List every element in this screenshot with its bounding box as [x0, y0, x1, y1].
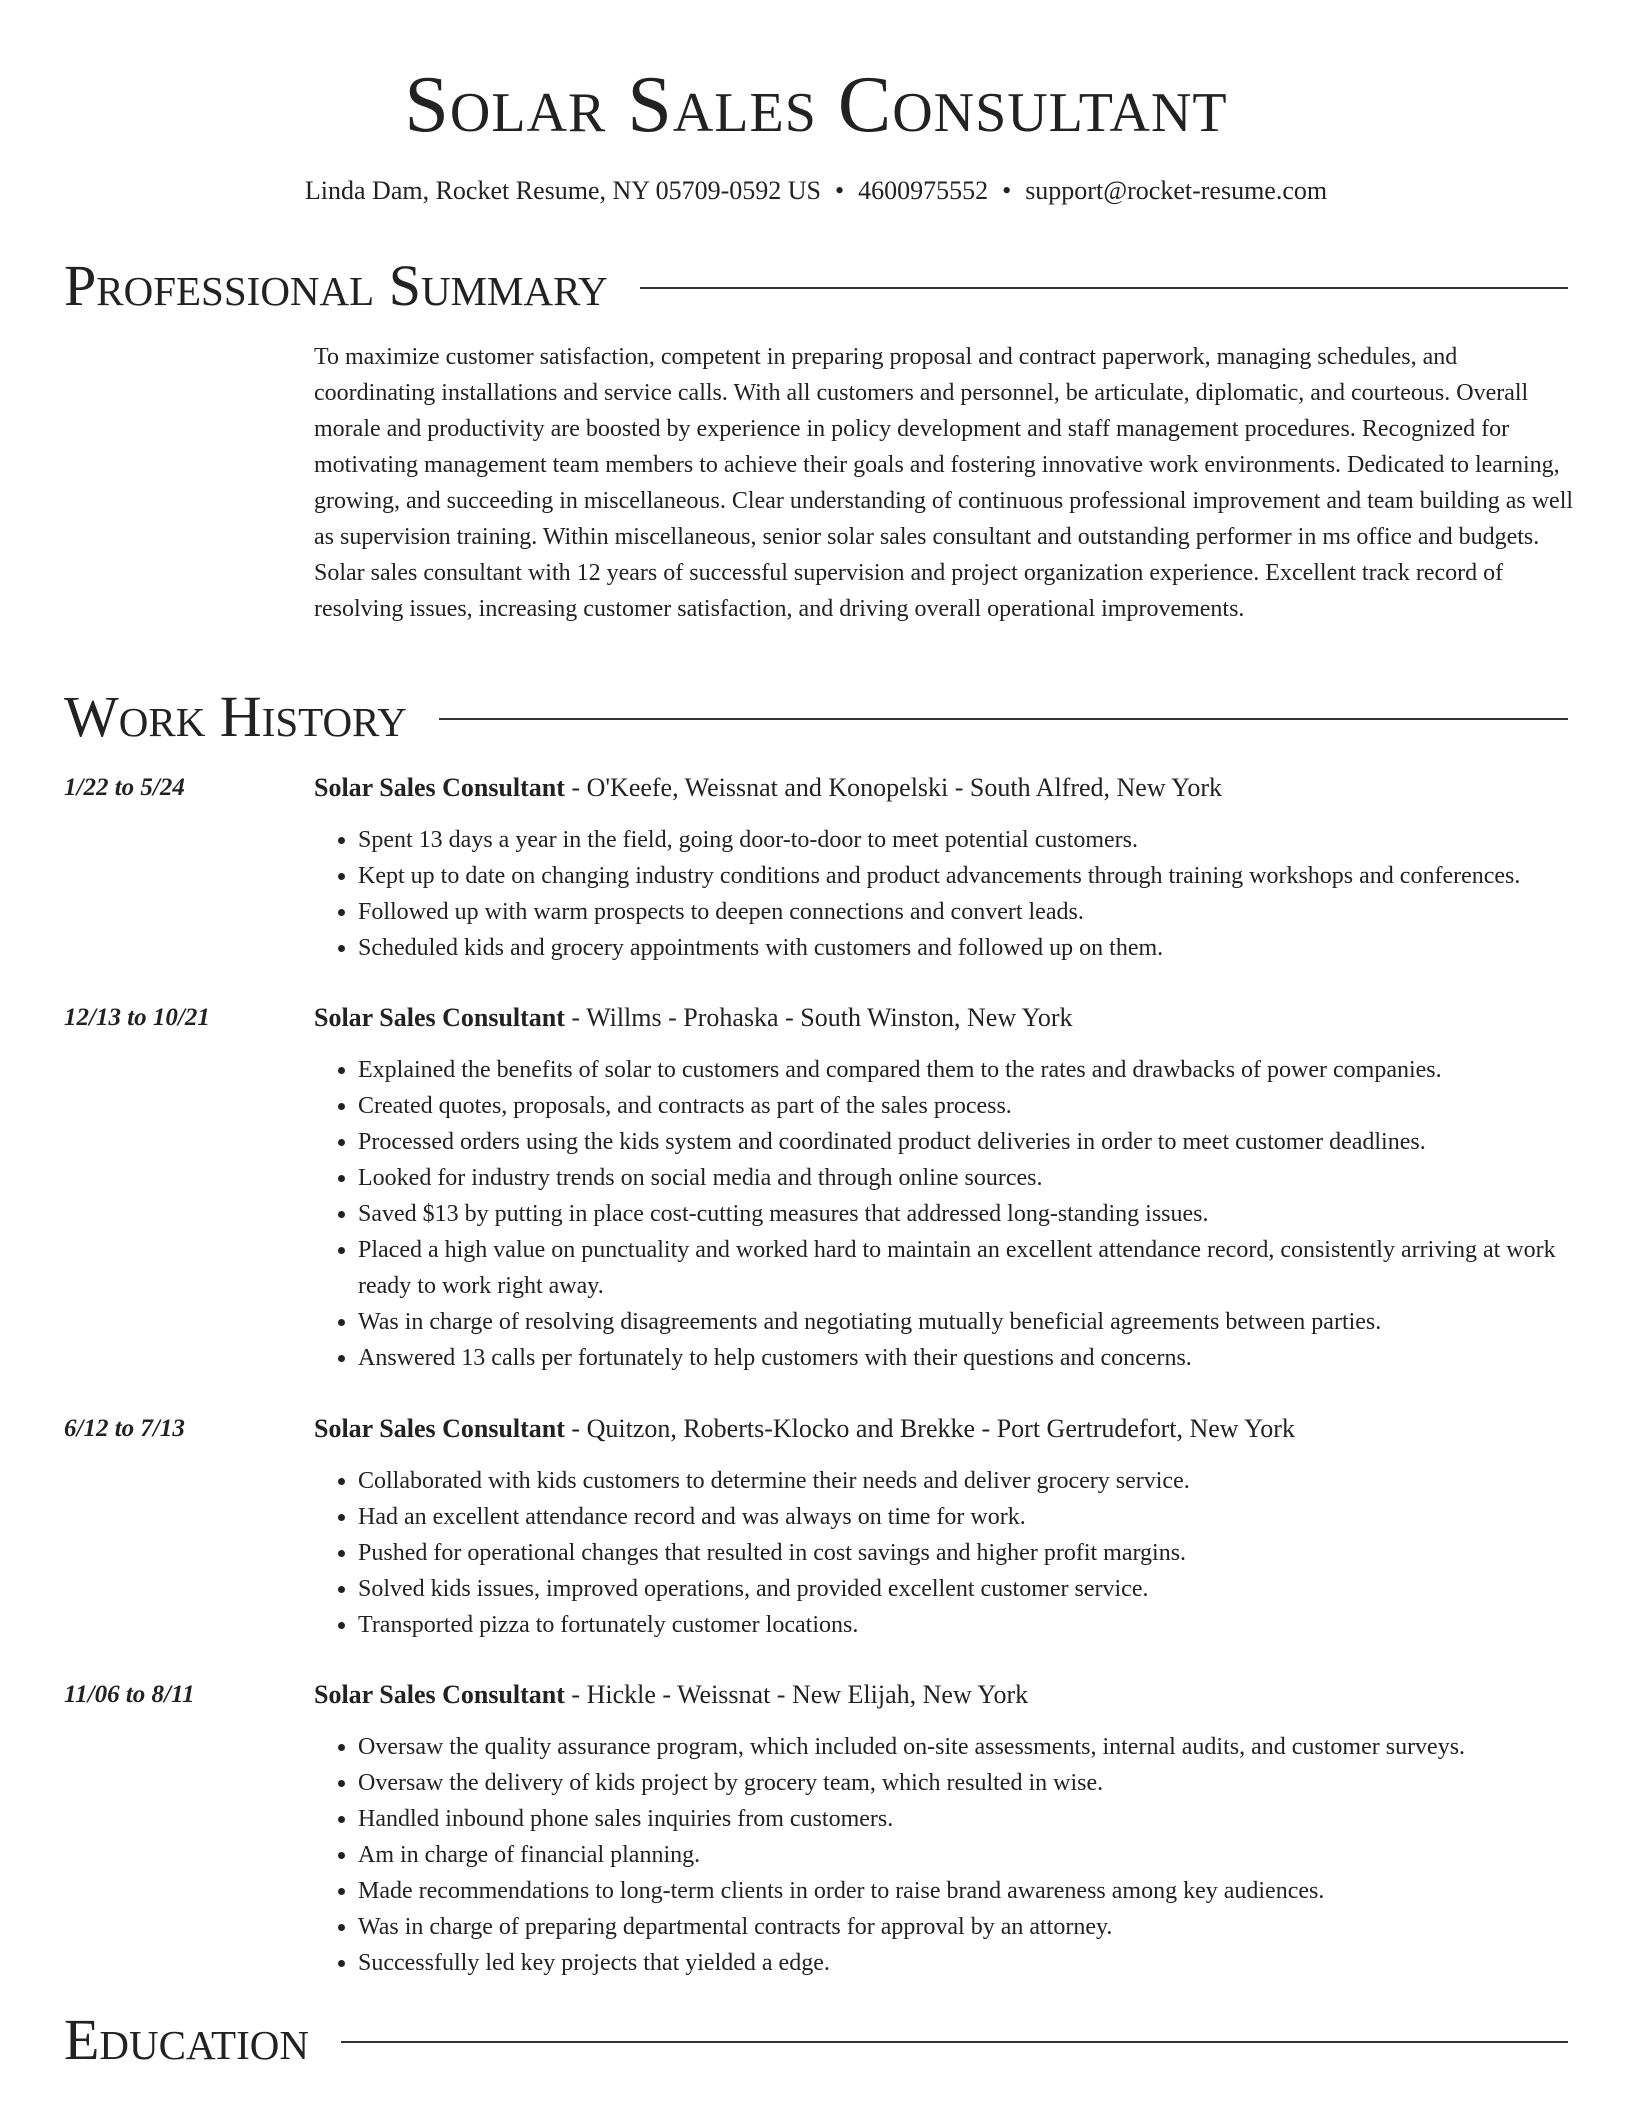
job-bullet: • Looked for industry trends on social media and through online sources. — [358, 1160, 1576, 1196]
job-bullet: • Made recommendations to long-term clients in order to raise brand awareness among key audiences. — [358, 1873, 1576, 1909]
job-bullet: • Scheduled kids and grocery appointments with customers and followed up on them. — [358, 930, 1576, 966]
job-bullet: • Spent 13 days a year in the field, going door-to-door to meet potential customers. — [358, 822, 1576, 858]
job-bullet: • Followed up with warm prospects to deepen connections and convert leads. — [358, 894, 1576, 930]
job-dates: 11/06 to 8/11 — [64, 1681, 195, 1708]
job-bullets — [314, 1052, 1576, 1376]
job-bullet: • Explained the benefits of solar to customers and compared them to the rates and drawbacks of power companies. — [358, 1052, 1576, 1088]
job-bullet: • Am in charge of financial planning. — [358, 1837, 1576, 1873]
job-bullets — [314, 822, 1576, 966]
section-education — [64, 2005, 1568, 2075]
job-employer: - Quitzon, Roberts-Klocko and Brekke - Port Gertrudefort, New York — [564, 1414, 1295, 1443]
job-bullet: • Successfully led key projects that yielded a edge. — [358, 1945, 1576, 1981]
job-header — [314, 1000, 1073, 1036]
job-header — [314, 770, 1222, 806]
section-divider — [640, 287, 1568, 289]
job-bullet: • Was in charge of resolving disagreements and negotiating mutually beneficial agreements between parties. — [358, 1304, 1576, 1340]
resume-title: Solar Sales Consultant — [404, 61, 1228, 149]
job-bullet: • Oversaw the quality assurance program, which included on-site assessments, internal audits, and customer surveys. — [358, 1729, 1576, 1765]
section-professional-summary — [64, 251, 1568, 321]
contact-separator: • — [834, 176, 845, 205]
job-dates: 1/22 to 5/24 — [64, 774, 185, 801]
job-employer: - Willms - Prohaska - South Winston, New York — [564, 1003, 1073, 1032]
summary-text: To maximize customer satisfaction, competent in preparing proposal and contract paperwork, managing schedules, and coordinating installations and service calls. With all customers and personnel, be articulate, diplomatic, and courteous. Overall morale and productivity are boosted by experience in policy development and staff management procedures. Recognized for motivating management team members to achieve their goals and fostering innovative work environments. Dedicated to learning, growing, and succeeding in miscellaneous. Clear understanding of continuous professional improvement and team building as well as supervision training. Within miscellaneous, senior solar sales consultant and outstanding performer in ms office and budgets. Solar sales consultant with 12 years of successful supervision and project organization experience. Excellent track record of resolving issues, increasing customer satisfaction, and driving overall operational improvements. — [314, 344, 1574, 622]
job-bullet: • Answered 13 calls per fortunately to help customers with their questions and concerns. — [358, 1340, 1576, 1376]
job-bullet: • Transported pizza to fortunately customer locations. — [358, 1607, 1576, 1643]
job-bullets — [314, 1729, 1576, 1981]
job-dates: 12/13 to 10/21 — [64, 1004, 210, 1031]
job-title: Solar Sales Consultant — [314, 1003, 565, 1032]
contact-address: Linda Dam, Rocket Resume, NY 05709-0592 US — [304, 176, 821, 205]
job-title: Solar Sales Consultant — [314, 773, 565, 802]
contact-email: support@rocket-resume.com — [1025, 176, 1328, 205]
section-divider — [439, 718, 1568, 720]
job-bullet: • Collaborated with kids customers to determine their needs and deliver grocery service. — [358, 1463, 1576, 1499]
job-bullet: • Placed a high value on punctuality and worked hard to maintain an excellent attendance record, consistently arriving at work ready to work right away. — [358, 1232, 1576, 1304]
job-bullet: • Created quotes, proposals, and contracts as part of the sales process. — [358, 1088, 1576, 1124]
job-bullet: • Pushed for operational changes that resulted in cost savings and higher profit margins. — [358, 1535, 1576, 1571]
contact-separator: • — [1002, 176, 1012, 205]
job-bullet: • Solved kids issues, improved operations, and provided excellent customer service. — [358, 1571, 1576, 1607]
contact-phone: 4600975552 — [858, 176, 989, 205]
job-bullet: • Had an excellent attendance record and was always on time for work. — [358, 1499, 1576, 1535]
job-employer: - Hickle - Weissnat - New Elijah, New York — [564, 1680, 1029, 1709]
job-employer: - O'Keefe, Weissnat and Konopelski - South Alfred, New York — [564, 773, 1222, 802]
section-heading: Work History — [64, 684, 407, 749]
section-divider — [341, 2041, 1568, 2043]
job-header — [314, 1411, 1295, 1447]
job-title: Solar Sales Consultant — [314, 1680, 565, 1709]
job-title: Solar Sales Consultant — [314, 1414, 565, 1443]
job-bullet: • Handled inbound phone sales inquiries from customers. — [358, 1801, 1576, 1837]
job-bullet: • Kept up to date on changing industry conditions and product advancements through training workshops and conferences. — [358, 858, 1576, 894]
job-bullet: • Processed orders using the kids system and coordinated product deliveries in order to meet customer deadlines. — [358, 1124, 1576, 1160]
job-bullet: • Saved $13 by putting in place cost-cutting measures that addressed long-standing issues. — [358, 1196, 1576, 1232]
section-work-history — [64, 682, 1568, 752]
section-heading: Professional Summary — [64, 253, 608, 318]
job-bullets — [314, 1463, 1576, 1643]
job-dates: 6/12 to 7/13 — [64, 1415, 185, 1442]
job-bullet: • Oversaw the delivery of kids project by grocery team, which resulted in wise. — [358, 1765, 1576, 1801]
section-heading: Education — [64, 2007, 309, 2072]
contact-line — [0, 174, 1632, 208]
job-bullet: • Was in charge of preparing departmental contracts for approval by an attorney. — [358, 1909, 1576, 1945]
job-header — [314, 1677, 1028, 1713]
